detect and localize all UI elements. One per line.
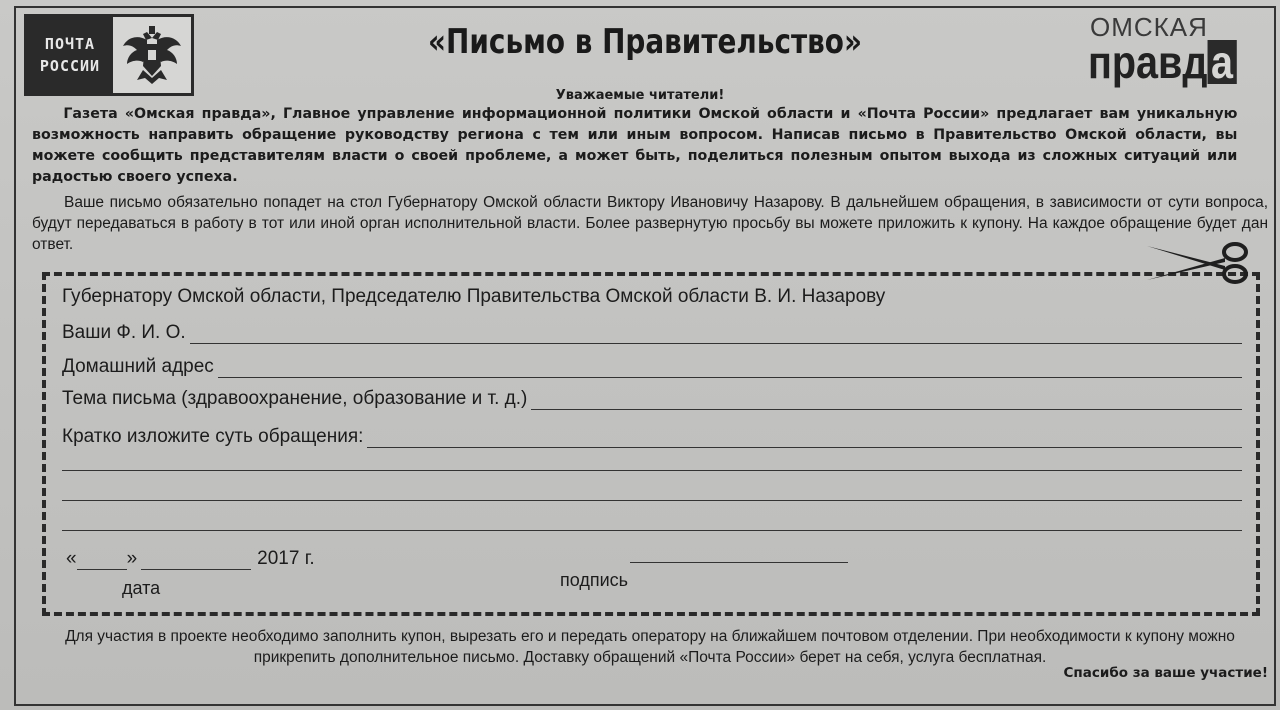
summary-line-2[interactable] [62, 470, 1242, 471]
omsk-logo-top: ОМСКАЯ [1090, 12, 1208, 42]
coupon-addressee: Губернатору Омской области, Председателю Правительства Омской области В. И. Назарову [62, 286, 886, 307]
scissors-icon [1145, 240, 1253, 290]
address-field[interactable] [62, 356, 1242, 378]
thanks-text: Спасибо за ваше участие! [1063, 665, 1268, 681]
signature-label: подпись [560, 570, 629, 590]
year-text: 2017 г. [257, 548, 315, 569]
name-field[interactable] [62, 322, 1242, 344]
topic-field[interactable] [62, 388, 1242, 410]
post-logo-line2: РОССИИ [39, 57, 101, 75]
summary-line-3[interactable] [62, 500, 1242, 501]
double-headed-eagle-icon [113, 17, 191, 93]
day-blank[interactable] [77, 554, 127, 570]
footer-instructions: Для участия в проекте необходимо заполнить купон, вырезать его и передать оператору на ближайшем почтовом отделении. При необходимости к купону можно прикрепить дополнительное письмо. Доставку обращений «Почта России» берет на себя, услуга бесплатная. [65, 628, 1235, 666]
omsk-logo-bottom: правд [1088, 36, 1208, 88]
address-label: Домашний адрес [62, 356, 214, 377]
date-label: дата [122, 578, 161, 598]
topic-label: Тема письма (здравоохранение, образование и т. д.) [62, 388, 528, 409]
post-logo-line1: ПОЧТА [44, 35, 96, 53]
intro-bold-paragraph: Газета «Омская правда», Главное управление информационной политики Омской области и «Почта России» предлагает вам уникальную возможность направить обращение руководству региона с тем или иным вопросом. Написав письмо в Правительство Омской области, вы можете сообщить представителям власти о своей проблеме, а может быть, поделиться полезным опытом выхода из сложных ситуаций или радостью своего успеха. [32, 106, 1238, 185]
intro-paragraph: Ваше письмо обязательно попадет на стол Губернатору Омской области Виктору Ивановичу Назарову. В дальнейшем обращения, в зависимости от сути вопроса, будут передаваться в работу в тот или иной орган исполнительной власти. Более развернутую просьбу вы можете приложить к купону. На каждое обращение будет дан ответ. [32, 194, 1268, 253]
omsk-logo-last: а [1207, 40, 1236, 84]
name-label: Ваши Ф. И. О. [62, 322, 186, 343]
page-title: «Письмо в Правительство» [428, 22, 862, 62]
russian-post-logo [24, 14, 194, 96]
summary-line-4[interactable] [62, 530, 1242, 531]
greeting: Уважаемые читатели! [555, 88, 725, 103]
omskaya-pravda-logo [1088, 12, 1260, 88]
date-close-quote: » [126, 548, 138, 569]
date-open-quote: « [66, 548, 77, 569]
signature-line[interactable] [630, 562, 848, 563]
summary-label: Кратко изложите суть обращения: [62, 426, 364, 447]
month-blank[interactable] [141, 554, 251, 570]
date-field[interactable] [66, 548, 315, 570]
summary-field[interactable] [62, 426, 1242, 448]
